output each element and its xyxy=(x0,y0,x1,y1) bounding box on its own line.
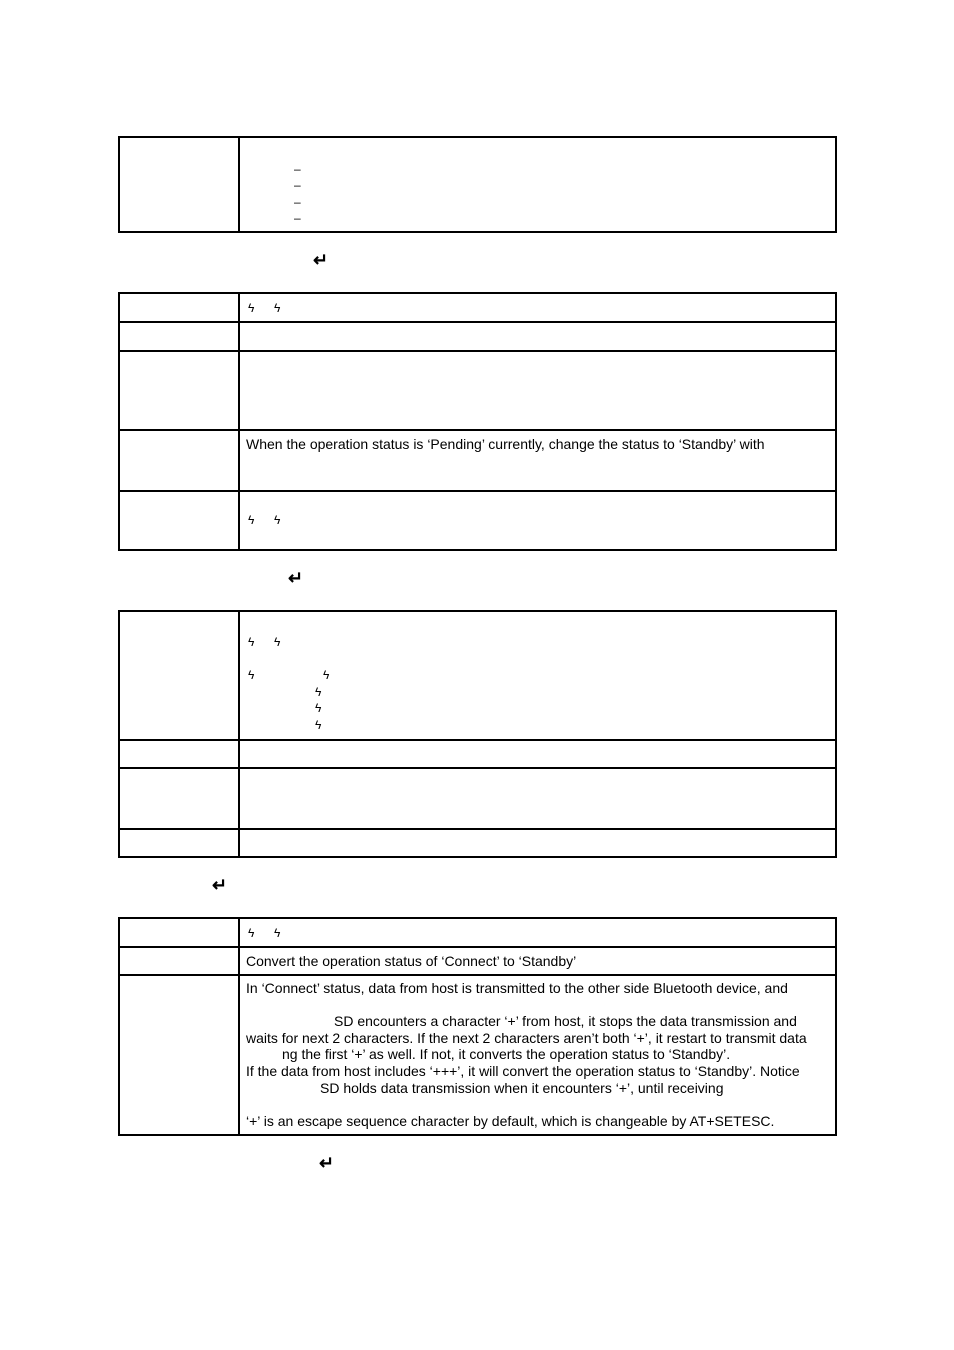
dash-bullet: – xyxy=(294,211,301,225)
table-content-cell xyxy=(240,976,835,1134)
table-label-cell xyxy=(120,352,240,429)
lightning-icon: ϟ xyxy=(315,685,322,699)
table-content-cell xyxy=(240,294,835,321)
description-line: SD encounters a character ‘+’ from host, it stops the data transmission and xyxy=(334,1013,797,1029)
table-row xyxy=(120,976,835,1134)
description-line: ‘+’ is an escape sequence character by default, which is changeable by AT+SETESC. xyxy=(246,1113,775,1129)
table-content-cell xyxy=(240,352,835,429)
table-row xyxy=(120,830,835,856)
table-row xyxy=(120,323,835,352)
return-icon: ↵ xyxy=(288,568,304,588)
table-content-cell xyxy=(240,919,835,946)
description-text: When the operation status is ‘Pending’ currently, change the status to ‘Standby’ with xyxy=(246,436,765,452)
lightning-icon: ϟ xyxy=(248,635,255,649)
table-top xyxy=(118,136,837,233)
table-label-cell xyxy=(120,769,240,828)
table-content-cell xyxy=(240,769,835,828)
description-line: If the data from host includes ‘+++’, it will convert the operation status to ‘Standby’. Notice xyxy=(246,1063,800,1079)
table-row xyxy=(120,138,835,231)
lightning-icon: ϟ xyxy=(248,668,255,682)
lightning-icon: ϟ xyxy=(248,926,255,940)
table-label-cell xyxy=(120,741,240,767)
lightning-icon: ϟ xyxy=(274,635,281,649)
table-label-cell xyxy=(120,919,240,946)
dash-bullet: – xyxy=(294,195,301,209)
table-row xyxy=(120,294,835,323)
table-row xyxy=(120,612,835,741)
table-command-3 xyxy=(118,917,837,1136)
table-row xyxy=(120,919,835,948)
description-line: In ‘Connect’ status, data from host is transmitted to the other side Bluetooth device, and xyxy=(246,980,788,996)
table-content-cell xyxy=(240,492,835,549)
return-icon: ↵ xyxy=(319,1153,335,1173)
table-row xyxy=(120,352,835,431)
table-label-cell xyxy=(120,492,240,549)
description-line: waits for next 2 characters. If the next 2 characters aren’t both ‘+’, it restart to transmit data xyxy=(246,1030,807,1046)
table-row xyxy=(120,431,835,492)
table-label-cell xyxy=(120,976,240,1134)
table-content-cell xyxy=(240,830,835,856)
table-label-cell xyxy=(120,830,240,856)
description-line: SD holds data transmission when it encounters ‘+’, until receiving xyxy=(320,1080,724,1096)
description-line: ng the first ‘+’ as well. If not, it converts the operation status to ‘Standby’. xyxy=(282,1046,731,1062)
table-row xyxy=(120,948,835,976)
lightning-icon: ϟ xyxy=(315,718,322,732)
lightning-icon: ϟ xyxy=(323,668,330,682)
table-command-1 xyxy=(118,292,837,551)
table-label-cell xyxy=(120,948,240,974)
table-content-cell xyxy=(240,741,835,767)
dash-bullet: – xyxy=(294,178,301,192)
description-text: Convert the operation status of ‘Connect’ to ‘Standby’ xyxy=(246,953,577,969)
table-content-cell xyxy=(240,138,835,231)
dash-bullet: – xyxy=(294,162,301,176)
table-content-cell xyxy=(240,948,835,974)
table-label-cell xyxy=(120,294,240,321)
lightning-icon: ϟ xyxy=(274,301,281,315)
table-row xyxy=(120,492,835,549)
table-content-cell xyxy=(240,431,835,490)
lightning-icon: ϟ xyxy=(248,301,255,315)
table-row xyxy=(120,741,835,769)
table-content-cell xyxy=(240,323,835,350)
return-icon: ↵ xyxy=(212,875,228,895)
return-icon: ↵ xyxy=(313,250,329,270)
table-command-2 xyxy=(118,610,837,858)
lightning-icon: ϟ xyxy=(315,701,322,715)
table-label-cell xyxy=(120,323,240,350)
table-content-cell xyxy=(240,612,835,739)
table-row xyxy=(120,769,835,830)
lightning-icon: ϟ xyxy=(274,926,281,940)
lightning-icon: ϟ xyxy=(248,513,255,527)
table-label-cell xyxy=(120,431,240,490)
table-label-cell xyxy=(120,612,240,739)
lightning-icon: ϟ xyxy=(274,513,281,527)
table-label-cell xyxy=(120,138,240,231)
